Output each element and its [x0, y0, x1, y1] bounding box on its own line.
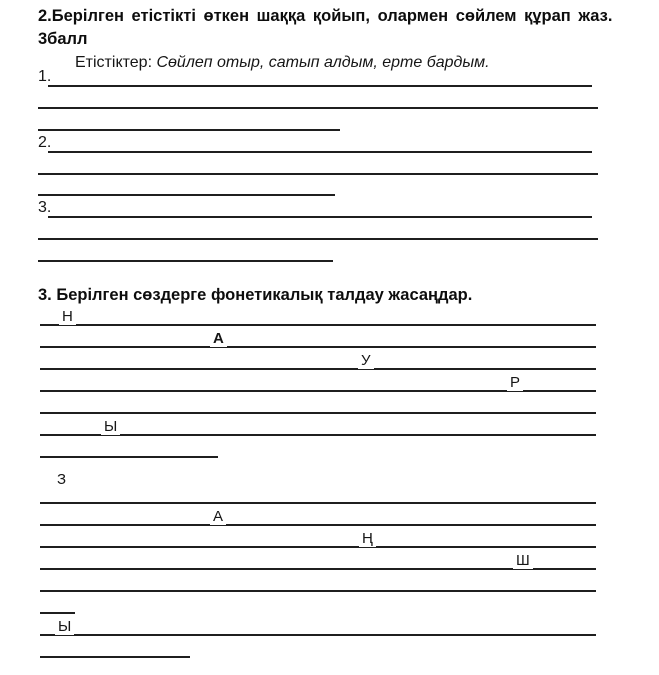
phonetic-letter: Ң: [359, 531, 376, 547]
phonetic-letter: Ы: [55, 619, 74, 635]
blank-answer-line: [48, 85, 592, 87]
blank-answer-line: [40, 524, 596, 526]
phonetic-letter: Ы: [101, 419, 120, 435]
item-number: 3.: [38, 199, 52, 216]
item-number: 2.: [38, 134, 52, 151]
task2-verbs-line: [75, 54, 490, 72]
blank-answer-line: [38, 107, 598, 109]
phonetic-letter: А: [210, 331, 227, 347]
blank-answer-line: [40, 434, 596, 436]
phonetic-letter: У: [358, 353, 374, 369]
blank-answer-line: [48, 216, 592, 218]
verbs-label: Етістіктер:: [75, 54, 153, 71]
phonetic-letter: Н: [59, 309, 76, 325]
blank-answer-line: [40, 412, 596, 414]
blank-answer-line: [40, 324, 596, 326]
blank-answer-line: [40, 502, 596, 504]
blank-answer-line: [40, 590, 596, 592]
blank-answer-line: [38, 129, 340, 131]
task3-heading: 3. Берілген сөздерге фонетикалық талдау жасаңдар.: [38, 286, 473, 304]
phonetic-letter: Ш: [513, 553, 533, 569]
blank-answer-line: [40, 346, 596, 348]
task2-heading: 2.Берілген етістікті өткен шаққа қойып, олармен сөйлем құрап жаз.: [38, 7, 613, 25]
blank-answer-line: [38, 173, 598, 175]
task2-points-label: 3балл: [38, 30, 88, 48]
blank-answer-line: [48, 151, 592, 153]
phonetic-letter: Р: [507, 375, 523, 391]
blank-answer-line: [40, 612, 75, 614]
blank-answer-line: [40, 656, 190, 658]
phonetic-letter: А: [210, 509, 226, 525]
blank-answer-line: [40, 368, 596, 370]
blank-answer-line: [38, 260, 333, 262]
phonetic-letter: З: [54, 472, 69, 488]
blank-answer-line: [40, 456, 218, 458]
blank-answer-line: [40, 634, 596, 636]
blank-answer-line: [38, 238, 598, 240]
blank-answer-line: [40, 546, 596, 548]
blank-answer-line: [38, 194, 335, 196]
verbs-italic: Сөйлеп отыр, сатып алдым, ерте бардым.: [156, 54, 490, 71]
item-number: 1.: [38, 68, 52, 85]
